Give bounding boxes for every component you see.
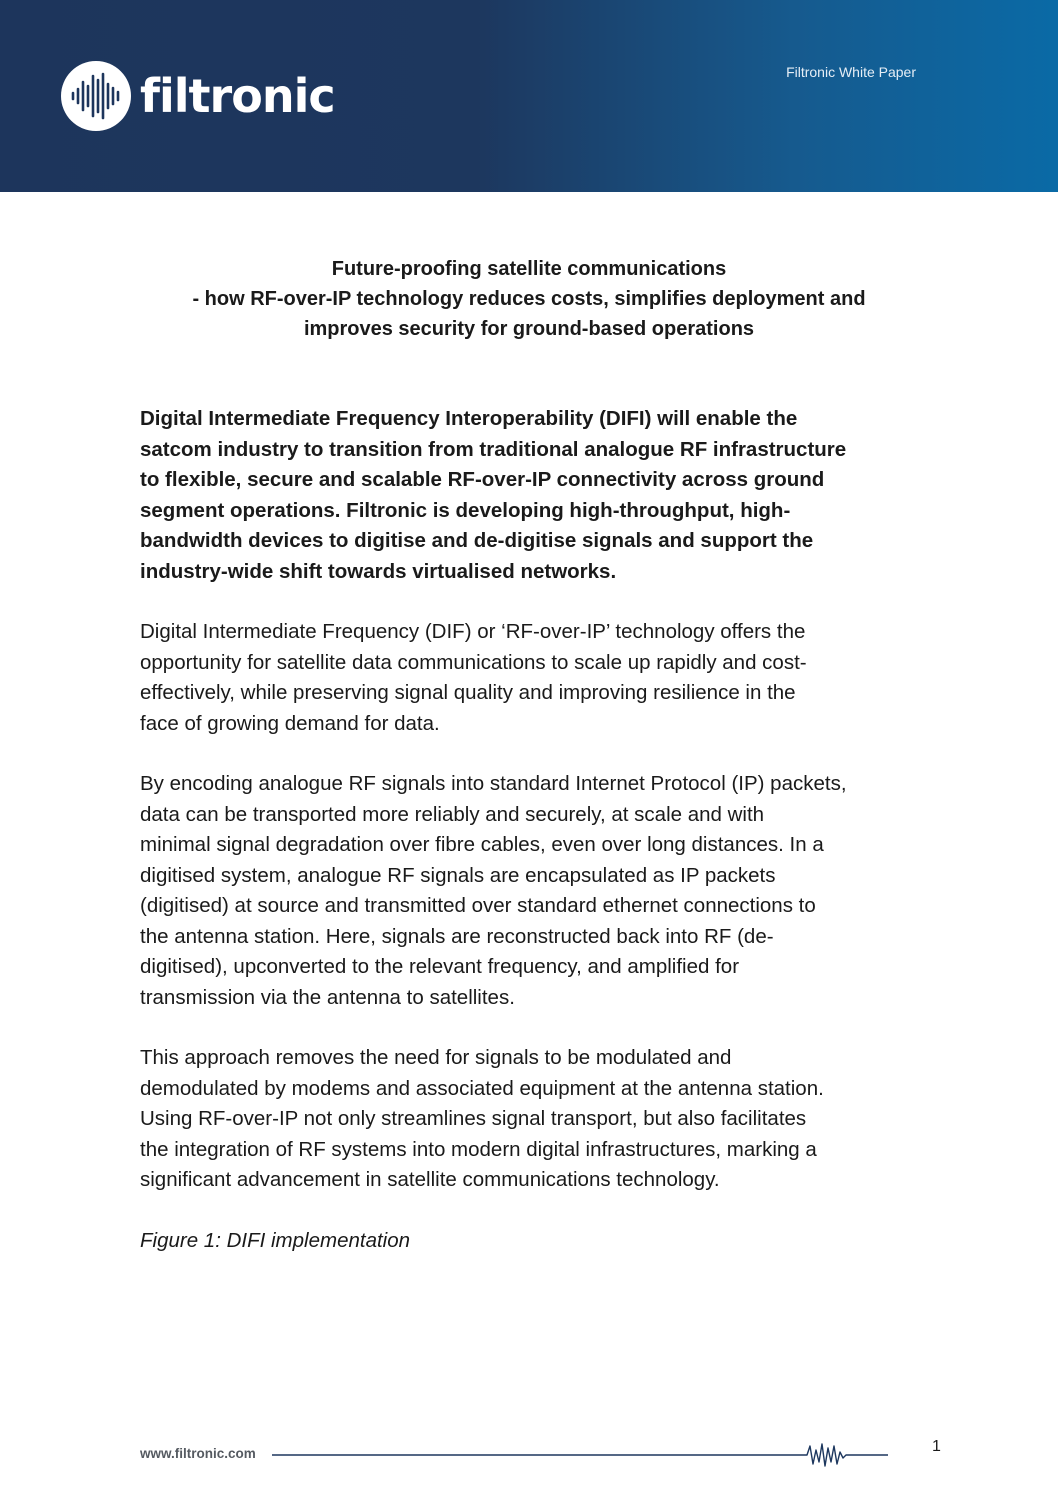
text-line: digitised system, analogue RF signals are encapsulated as IP packets bbox=[140, 863, 776, 887]
title-line-3: improves security for ground-based operations bbox=[303, 318, 755, 340]
lead-paragraph bbox=[140, 404, 930, 587]
text-line: Digital Intermediate Frequency Interoperability (DIFI) will enable the bbox=[140, 407, 798, 430]
text-line: Digital Intermediate Frequency (DIF) or ‘RF-over-IP’ technology offers the bbox=[140, 620, 806, 643]
page-header bbox=[0, 0, 1058, 192]
figure-caption: Figure 1: DIFI implementation bbox=[140, 1228, 411, 1252]
body-paragraph-3 bbox=[140, 1043, 930, 1196]
footer-website-link[interactable]: www.filtronic.com bbox=[140, 1446, 256, 1461]
text-line: significant advancement in satellite communications technology. bbox=[140, 1168, 720, 1191]
text-line: segment operations. Filtronic is developing high-throughput, high- bbox=[140, 498, 791, 522]
text-line: transmission via the antenna to satellites. bbox=[140, 985, 515, 1009]
text-line: bandwidth devices to digitise and de-digitise signals and support the bbox=[140, 529, 814, 552]
text-line: the integration of RF systems into modern digital infrastructures, marking a bbox=[140, 1137, 817, 1161]
text-line: demodulated by modems and associated equipment at the antenna station. bbox=[140, 1076, 824, 1100]
text-line: data can be transported more reliably and securely, at scale and with bbox=[140, 802, 765, 826]
waveform-logo-icon bbox=[60, 60, 132, 132]
footer-waveform-divider bbox=[272, 1440, 892, 1470]
text-line: industry-wide shift towards virtualised networks. bbox=[140, 559, 617, 583]
text-line: the antenna station. Here, signals are reconstructed back into RF (de- bbox=[140, 924, 774, 948]
text-line: opportunity for satellite data communications to scale up rapidly and cost- bbox=[140, 650, 807, 674]
body-paragraph-2 bbox=[140, 769, 930, 1013]
filtronic-logo bbox=[60, 60, 335, 132]
text-line: (digitised) at source and transmitted over standard ethernet connections to bbox=[140, 894, 816, 917]
text-line: to flexible, secure and scalable RF-over-IP connectivity across ground bbox=[140, 468, 825, 491]
text-line: effectively, while preserving signal quality and improving resilience in the bbox=[140, 681, 796, 704]
document-type-label: Filtronic White Paper bbox=[786, 64, 916, 80]
text-line: By encoding analogue RF signals into standard Internet Protocol (IP) packets, bbox=[140, 772, 847, 795]
document-title bbox=[100, 254, 958, 344]
title-line-2: - how RF-over-IP technology reduces costs, simplifies deployment and bbox=[192, 288, 866, 310]
text-line: Using RF-over-IP not only streamlines signal transport, but also facilitates bbox=[140, 1107, 807, 1130]
page-number: 1 bbox=[932, 1438, 941, 1455]
text-line: This approach removes the need for signals to be modulated and bbox=[140, 1046, 732, 1069]
text-line: minimal signal degradation over fibre cables, even over long distances. In a bbox=[140, 833, 824, 856]
text-line: digitised), upconverted to the relevant frequency, and amplified for bbox=[140, 955, 740, 978]
title-line-1: Future-proofing satellite communications bbox=[331, 258, 727, 280]
text-line: satcom industry to transition from traditional analogue RF infrastructure bbox=[140, 437, 847, 461]
brand-wordmark: filtronic bbox=[140, 69, 335, 123]
document-body bbox=[140, 404, 930, 1286]
text-line: face of growing demand for data. bbox=[140, 711, 440, 735]
body-paragraph-1 bbox=[140, 617, 930, 739]
